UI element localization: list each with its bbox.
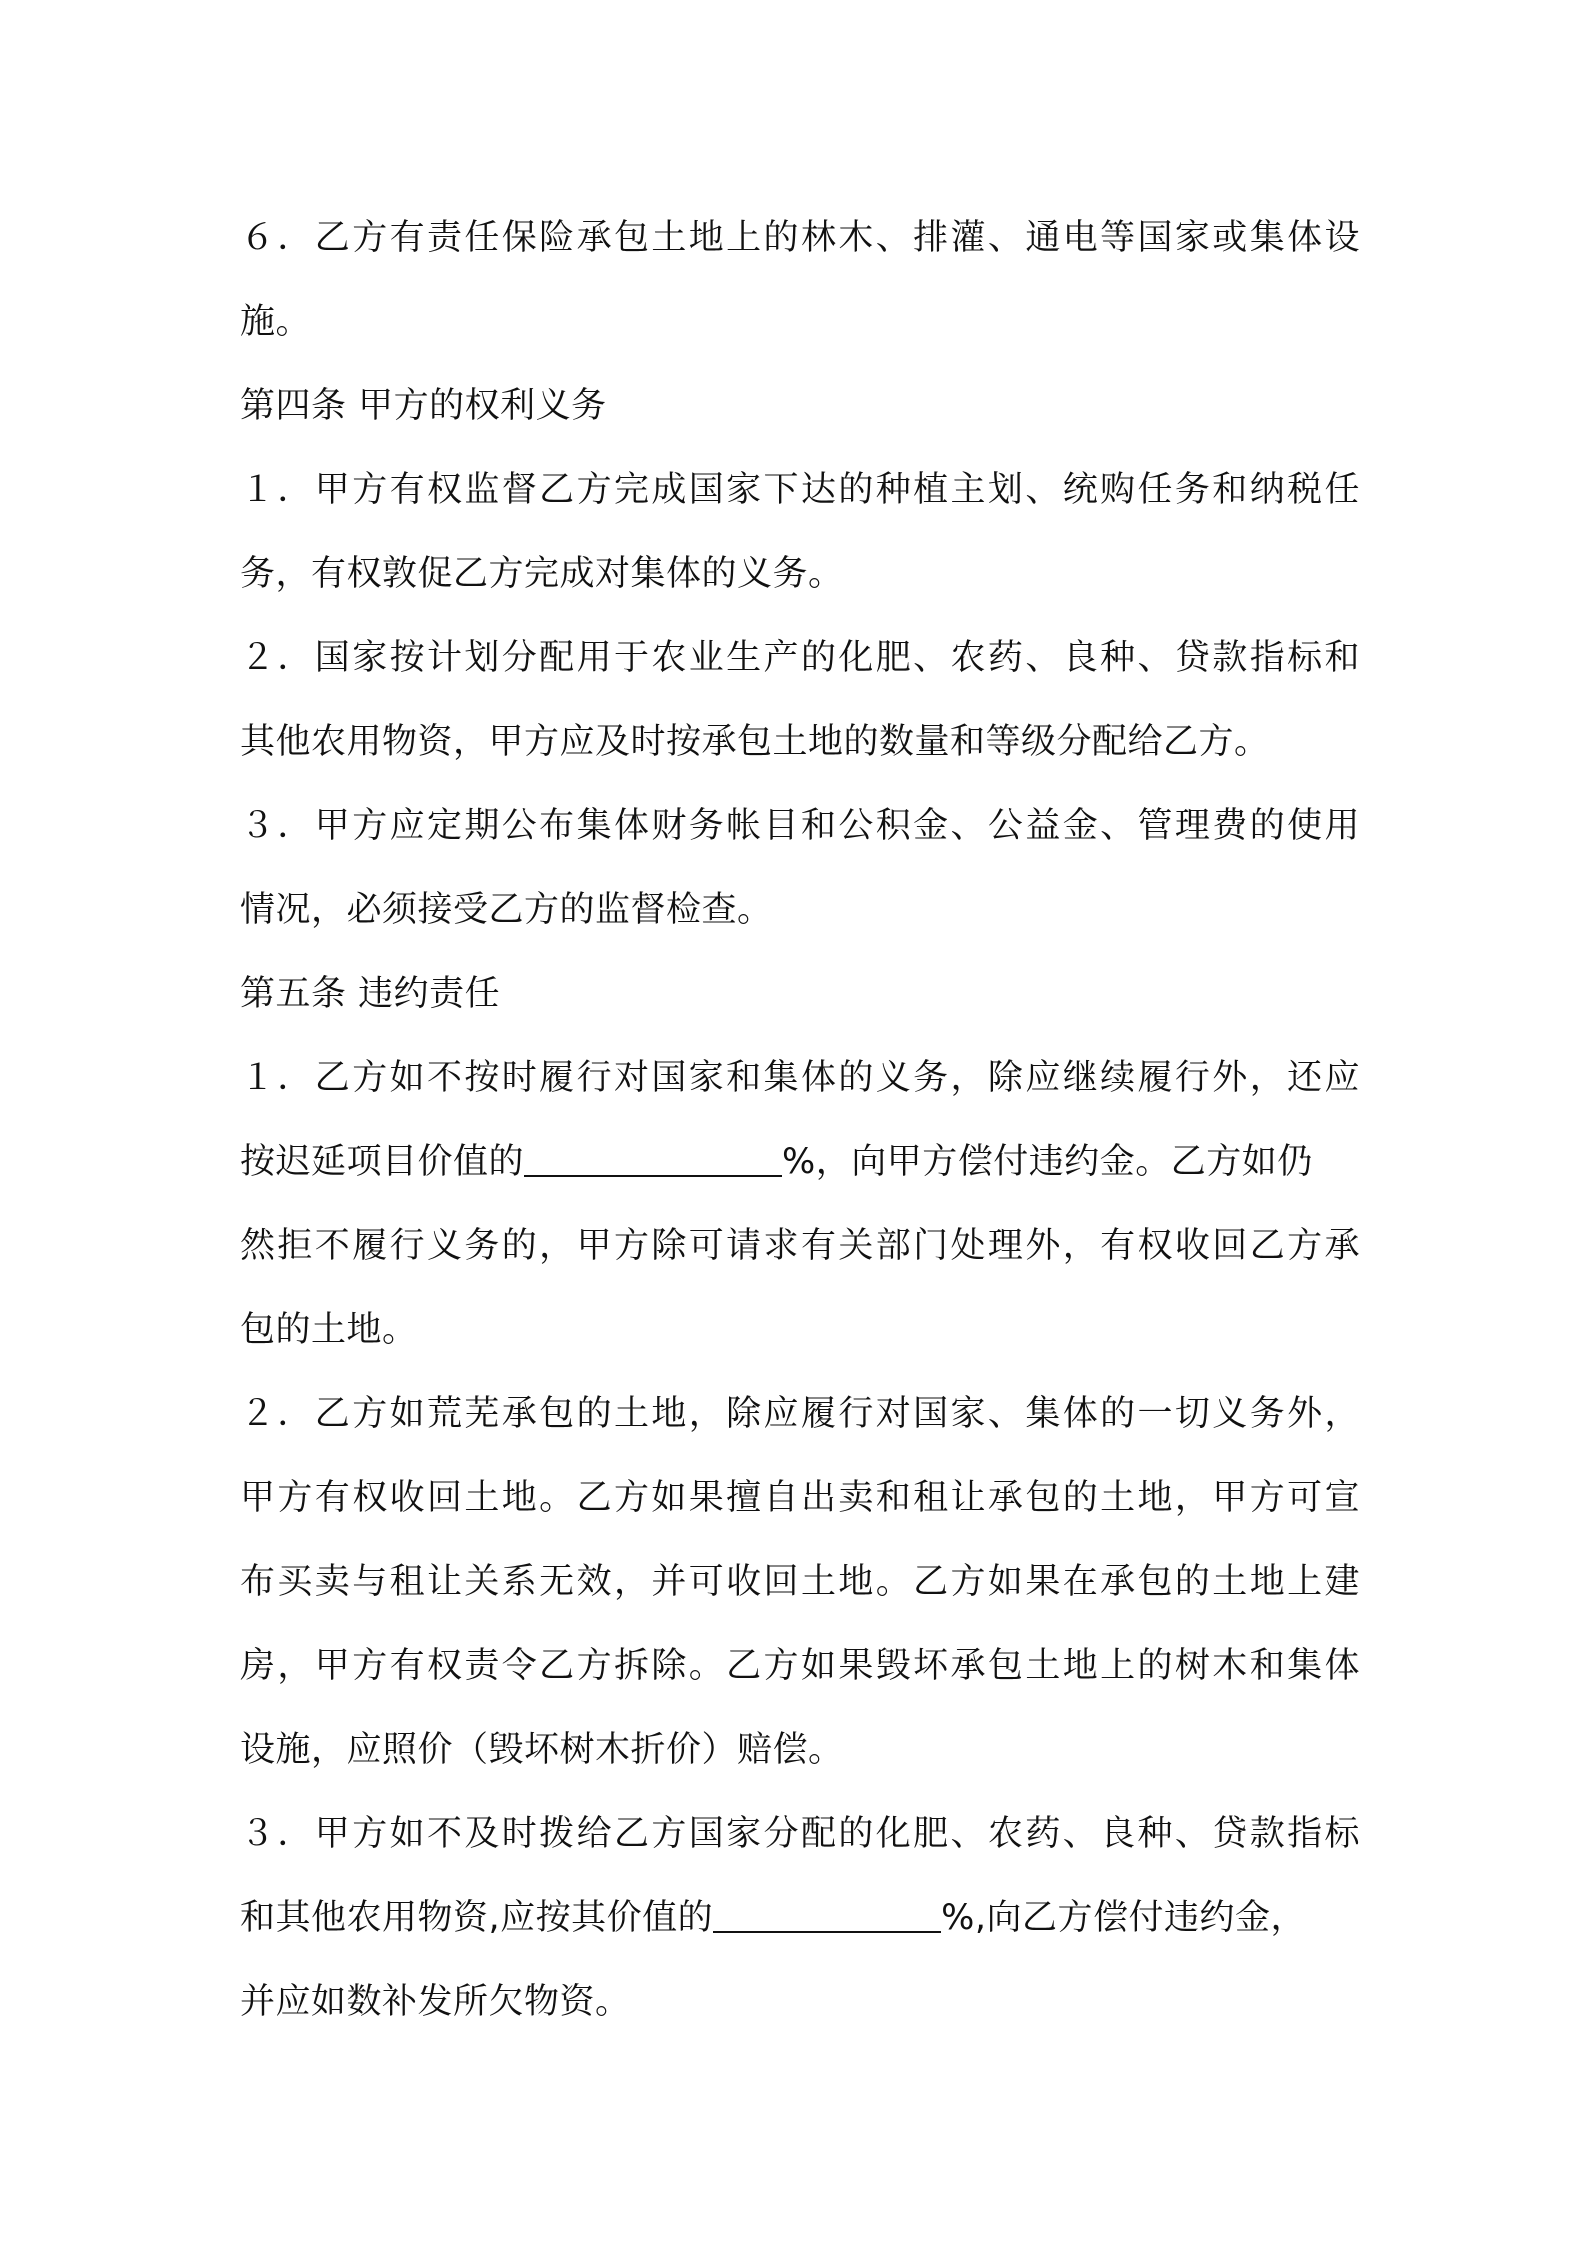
text-segment: %,向乙方偿付违约金， xyxy=(941,1898,1307,1938)
text-line: ２．国家按计划分配用于农业生产的化肥、农药、良种、贷款指标和 xyxy=(240,638,1360,678)
text-line: ３．甲方如不及时拨给乙方国家分配的化肥、农药、良种、贷款指标 xyxy=(240,1814,1360,1854)
fill-in-blank[interactable] xyxy=(524,1145,782,1177)
section-heading: 第四条 甲方的权利义务 xyxy=(240,386,607,426)
text-line: １．乙方如不按时履行对国家和集体的义务，除应继续履行外，还应 xyxy=(240,1058,1360,1098)
text-line: 其他农用物资，甲方应及时按承包土地的数量和等级分配给乙方。 xyxy=(240,722,1270,762)
text-segment: 按迟延项目价值的 xyxy=(240,1142,525,1182)
text-line: 施。 xyxy=(240,302,312,342)
text-line: １．甲方有权监督乙方完成国家下达的种植主划、统购任务和纳税任 xyxy=(240,470,1360,510)
text-line: 务，有权敦促乙方完成对集体的义务。 xyxy=(240,554,844,594)
text-line-with-blank xyxy=(240,1120,1360,1204)
text-line: 房，甲方有权责令乙方拆除。乙方如果毁坏承包土地上的树木和集体 xyxy=(240,1646,1360,1686)
text-line: 并应如数补发所欠物资。 xyxy=(240,1982,631,2022)
text-line: 设施，应照价（毁坏树木折价）赔偿。 xyxy=(240,1730,844,1770)
text-line: ６．乙方有责任保险承包土地上的林木、排灌、通电等国家或集体设 xyxy=(240,218,1360,258)
document-page xyxy=(240,196,1360,2044)
text-line: 然拒不履行义务的，甲方除可请求有关部门处理外，有权收回乙方承 xyxy=(240,1226,1360,1266)
text-segment: %，向甲方偿付违约金。乙方如仍 xyxy=(782,1142,1313,1182)
text-line: 情况，必须接受乙方的监督检查。 xyxy=(240,890,773,930)
text-segment: 和其他农用物资,应按其价值的 xyxy=(240,1898,714,1938)
text-line: 布买卖与租让关系无效，并可收回土地。乙方如果在承包的土地上建 xyxy=(240,1562,1360,1602)
text-line: ２．乙方如荒芜承包的土地，除应履行对国家、集体的一切义务外， xyxy=(240,1394,1360,1434)
text-line: 甲方有权收回土地。乙方如果擅自出卖和租让承包的土地，甲方可宣 xyxy=(240,1478,1360,1518)
section-heading: 第五条 违约责任 xyxy=(240,974,501,1014)
text-line: 包的土地。 xyxy=(240,1310,418,1350)
text-line-with-blank xyxy=(240,1876,1360,1960)
text-line: ３．甲方应定期公布集体财务帐目和公积金、公益金、管理费的使用 xyxy=(240,806,1360,846)
fill-in-blank[interactable] xyxy=(713,1901,941,1933)
